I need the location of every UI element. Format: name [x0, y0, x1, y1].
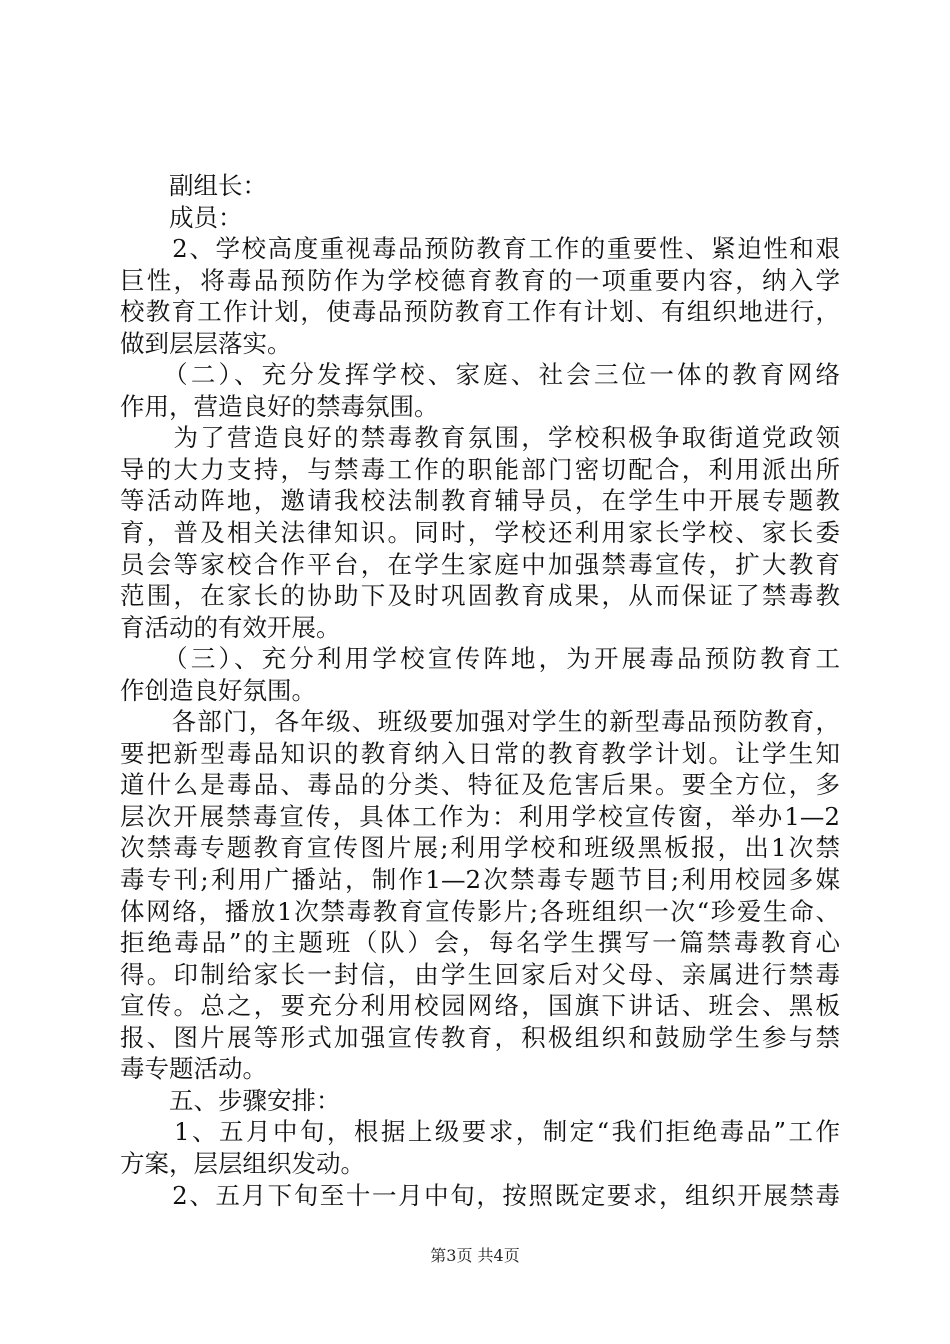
text-line: 副组长： — [120, 171, 267, 200]
text-line: （二）、充分发挥学校、家庭、社会三位一体的教育网络 — [120, 360, 840, 390]
text-line: 2、学校高度重视毒品预防教育工作的重要性、紧迫性和艰 — [120, 234, 840, 264]
text-line: 五、步骤安排： — [120, 1085, 341, 1115]
page-footer: 第3页 共4页 — [430, 1246, 520, 1265]
text-line: 为了营造良好的禁毒教育氛围，学校积极争取街道党政领 — [120, 423, 840, 453]
text-line: 方案，层层组织发动。 — [120, 1148, 365, 1178]
text-line: 各部门，各年级、班级要加强对学生的新型毒品预防教育， — [120, 707, 840, 737]
text-line: 次禁毒专题教育宣传图片展;利用学校和班级黑板报，出1次禁 — [120, 833, 840, 863]
text-line: 得。印制给家长一封信，由学生回家后对父母、亲属进行禁毒 — [120, 959, 840, 989]
text-line: 道什么是毒品、毒品的分类、特征及危害后果。要全方位，多 — [120, 770, 840, 800]
text-line: 要把新型毒品知识的教育纳入日常的教育教学计划。让学生知 — [120, 738, 840, 768]
text-line: 巨性，将毒品预防作为学校德育教育的一项重要内容，纳入学 — [120, 265, 840, 295]
text-line: 做到层层落实。 — [120, 328, 292, 358]
text-line: 成员： — [120, 202, 243, 232]
text-line: 毒专刊;利用广播站，制作1—2次禁毒专题节目;利用校园多媒 — [120, 865, 840, 895]
text-line: 育，普及相关法律知识。同时，学校还利用家长学校、家长委 — [120, 518, 840, 548]
text-line: 拒绝毒品”的主题班（队）会，每名学生撰写一篇禁毒教育心 — [120, 928, 840, 958]
text-line: 报、图片展等形式加强宣传教育，积极组织和鼓励学生参与禁 — [120, 1022, 840, 1052]
text-line: 1、五月中旬，根据上级要求，制定“我们拒绝毒品”工作 — [120, 1117, 840, 1147]
text-line: 校教育工作计划，使毒品预防教育工作有计划、有组织地进行， — [120, 297, 840, 327]
text-line: 2、五月下旬至十一月中旬，按照既定要求，组织开展禁毒 — [120, 1180, 840, 1210]
text-line: 范围，在家长的协助下及时巩固教育成果，从而保证了禁毒教 — [120, 581, 840, 611]
text-line: 员会等家校合作平台，在学生家庭中加强禁毒宣传，扩大教育 — [120, 549, 840, 579]
text-line: 层次开展禁毒宣传，具体工作为：利用学校宣传窗，举办1—2 — [120, 801, 840, 831]
text-line: 作创造良好氛围。 — [120, 675, 316, 705]
document-body — [120, 170, 840, 1211]
text-line: 等活动阵地，邀请我校法制教育辅导员，在学生中开展专题教 — [120, 486, 840, 516]
text-line: 导的大力支持，与禁毒工作的职能部门密切配合，利用派出所 — [120, 454, 840, 484]
text-line: 体网络，播放1次禁毒教育宣传影片;各班组织一次“珍爱生命、 — [120, 896, 840, 926]
text-line: 毒专题活动。 — [120, 1054, 267, 1084]
text-line: 宣传。总之，要充分利用校园网络，国旗下讲话、班会、黑板 — [120, 991, 840, 1021]
text-line: 作用，营造良好的禁毒氛围。 — [120, 391, 439, 421]
text-line: （三）、充分利用学校宣传阵地，为开展毒品预防教育工 — [120, 644, 840, 674]
text-line: 育活动的有效开展。 — [120, 612, 341, 642]
